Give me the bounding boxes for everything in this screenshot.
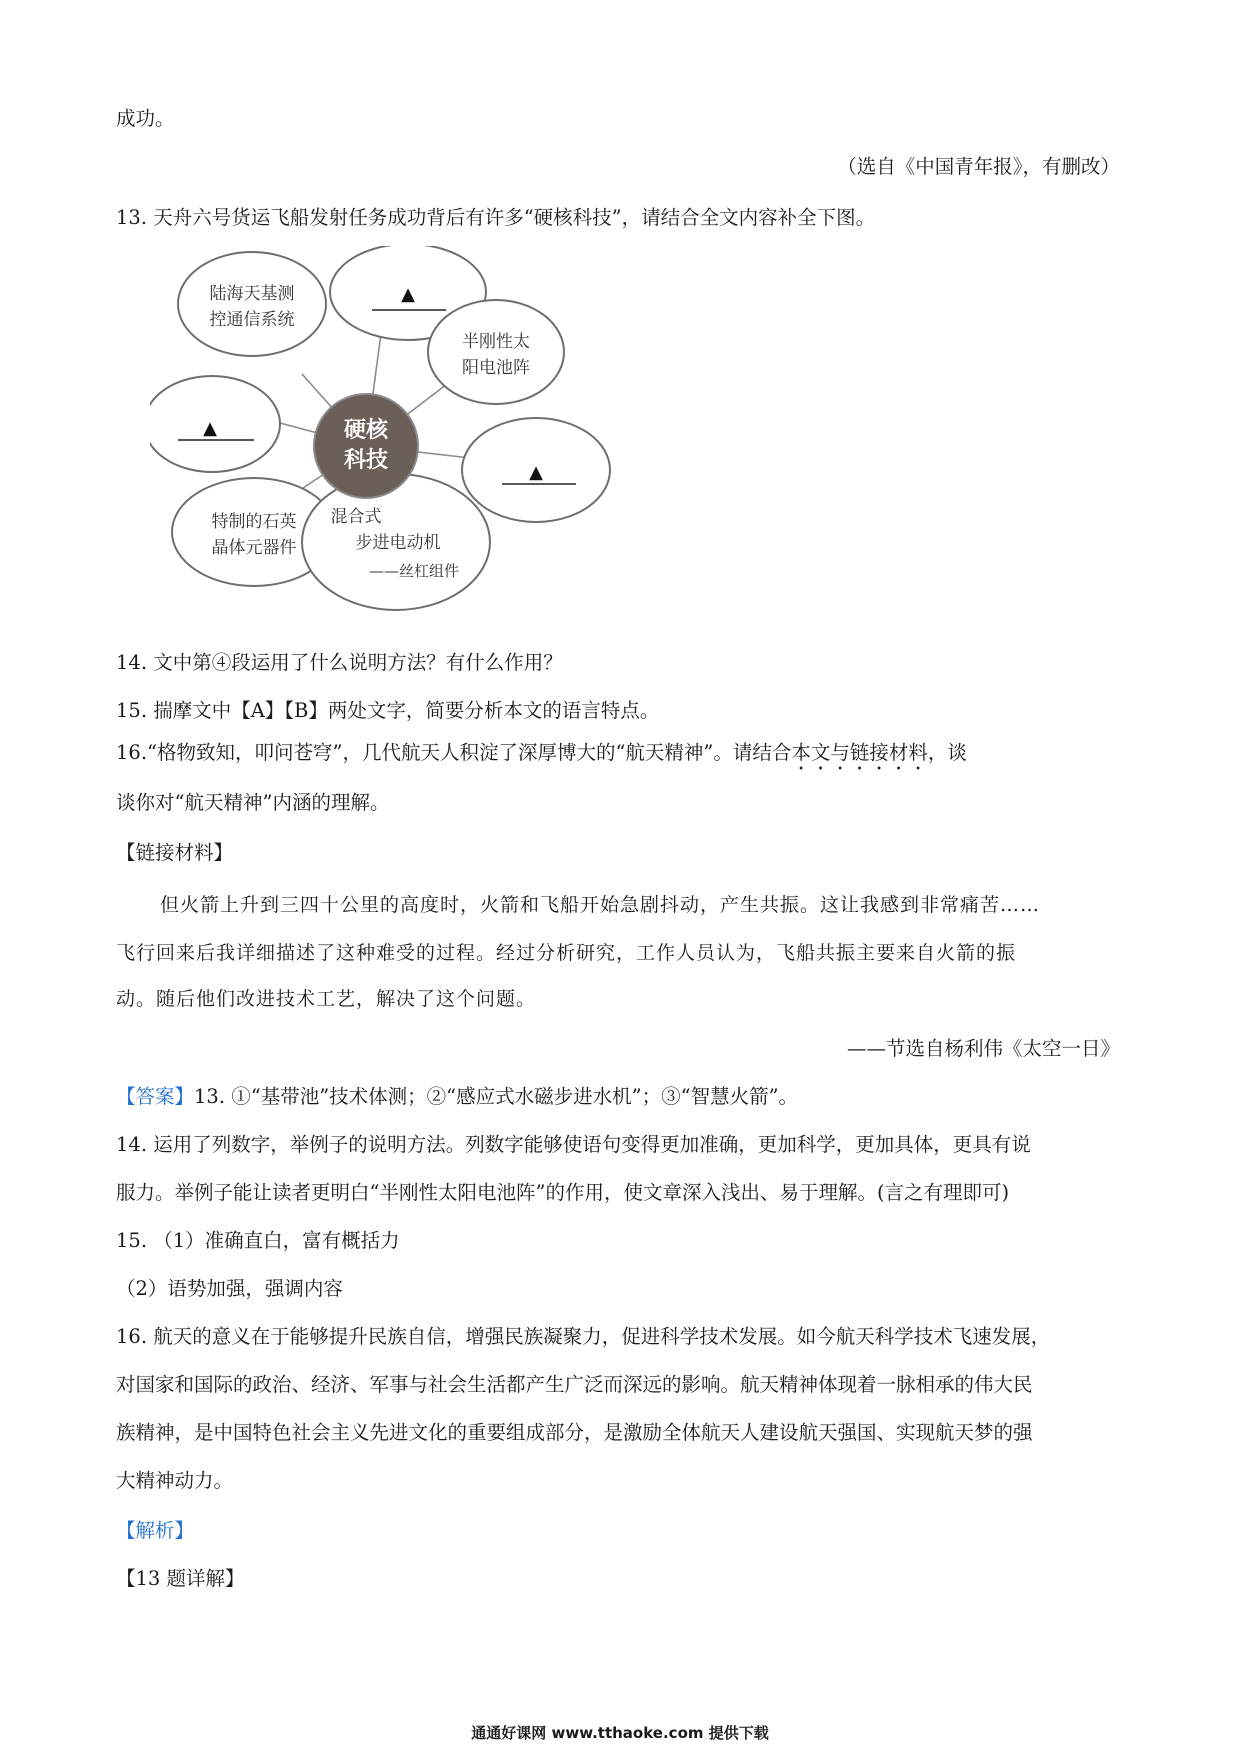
link-source: ——节选自杨利伟《太空一日》 [846, 1037, 1120, 1060]
node-land-sea-line2: 控通信系统 [209, 310, 295, 330]
blank-triangle-right: ▲ [529, 462, 543, 483]
q16-text-a: 16.“格物致知，叩问苍穹”，几代航天人积淀了深厚博大的“航天精神”。请结合 [116, 741, 792, 764]
node-motor-line2: 步进电动机 [355, 533, 441, 553]
link-paragraph-line3: 动。随后他们改进技术工艺，解决了这个问题。 [116, 988, 537, 1010]
question-15: 15. 揣摩文中【A】【B】两处文字，简要分析本文的语言特点。 [116, 699, 660, 722]
analysis-label: 【解析】 [116, 1519, 195, 1542]
center-label-line1: 硬核 [343, 417, 389, 443]
answer-16-line3: 族精神，是中国特色社会主义先进文化的重要组成部分，是激励全体航天人建设航天强国、实现航天梦的强 [116, 1421, 1033, 1444]
node-land-sea-line1: 陆海天基测 [209, 284, 295, 304]
question-16-line1 [116, 740, 967, 775]
answer-13-line [116, 1084, 798, 1110]
node-crystal-line1: 特制的石英 [211, 512, 297, 532]
blank-triangle-left: ▲ [203, 418, 217, 439]
hardcore-tech-diagram [150, 246, 630, 616]
answer-13: 13. ①“基带池”技术体测；②“感应式水磁步进水机”；③“智慧火箭”。 [194, 1085, 799, 1108]
node-solar-line2: 阳电池阵 [462, 358, 530, 378]
answer-16-line2: 对国家和国际的政治、经济、军事与社会生活都产生广泛而深远的影响。航天精神体现着一脉相承的伟大民 [116, 1373, 1033, 1396]
continued-text: 成功。 [116, 107, 175, 130]
answer-16-line1: 16. 航天的意义在于能够提升民族自信，增强民族凝聚力，促进科学技术发展。如今航天科学技术飞速发展， [116, 1325, 1051, 1348]
q16-text-b: ，谈 [927, 741, 967, 764]
node-solar-line1: 半刚性太 [462, 332, 530, 352]
node-land-sea-tt-c [178, 252, 326, 356]
center-label-line2: 科技 [343, 447, 389, 473]
analysis-13-header: 【13 题详解】 [116, 1567, 245, 1590]
question-13: 13. 天舟六号货运飞船发射任务成功背后有许多“硬核科技”，请结合全文内容补全下图。 [116, 206, 876, 229]
answer-label: 【答案】 [116, 1085, 195, 1108]
link-paragraph-line2: 飞行回来后我详细描述了这种难受的过程。经过分析研究，工作人员认为，飞船共振主要来自火箭的振 [116, 942, 1017, 964]
node-motor-line3: ——丝杠组件 [368, 562, 460, 580]
page-footer: 通通好课网 www.tthaoke.com 提供下载 [471, 1724, 769, 1742]
link-material-header: 【链接材料】 [116, 841, 234, 864]
q16-emphasis: 本文与链接材料 [791, 741, 928, 764]
answer-14-line1: 14. 运用了列数字，举例子的说明方法。列数字能够使语句变得更加准确，更加科学，更加具体，更具有说 [116, 1133, 1031, 1156]
question-14: 14. 文中第④段运用了什么说明方法？有什么作用？ [116, 651, 563, 674]
answer-15-line2: （2）语势加强，强调内容 [116, 1277, 343, 1300]
link-paragraph-line1: 但火箭上升到三四十公里的高度时，火箭和飞船开始急剧抖动，产生共振。这让我感到非常痛苦…… [160, 894, 1041, 916]
article-source: （选自《中国青年报》，有删改） [837, 155, 1120, 178]
question-16-line2: 谈你对“航天精神”内涵的理解。 [116, 791, 390, 814]
node-crystal-line2: 晶体元器件 [211, 538, 297, 558]
blank-triangle-top: ▲ [401, 284, 415, 305]
node-motor-line1: 混合式 [330, 507, 382, 527]
answer-15-line1: 15. （1）准确直白，富有概括力 [116, 1229, 400, 1252]
answer-16-line4: 大精神动力。 [116, 1469, 234, 1492]
center-node [314, 394, 418, 498]
node-solar-array [428, 300, 564, 404]
answer-14-line2: 服力。举例子能让读者更明白“半刚性太阳电池阵”的作用，使文章深入浅出、易于理解。(言之有理即可) [116, 1181, 1010, 1204]
